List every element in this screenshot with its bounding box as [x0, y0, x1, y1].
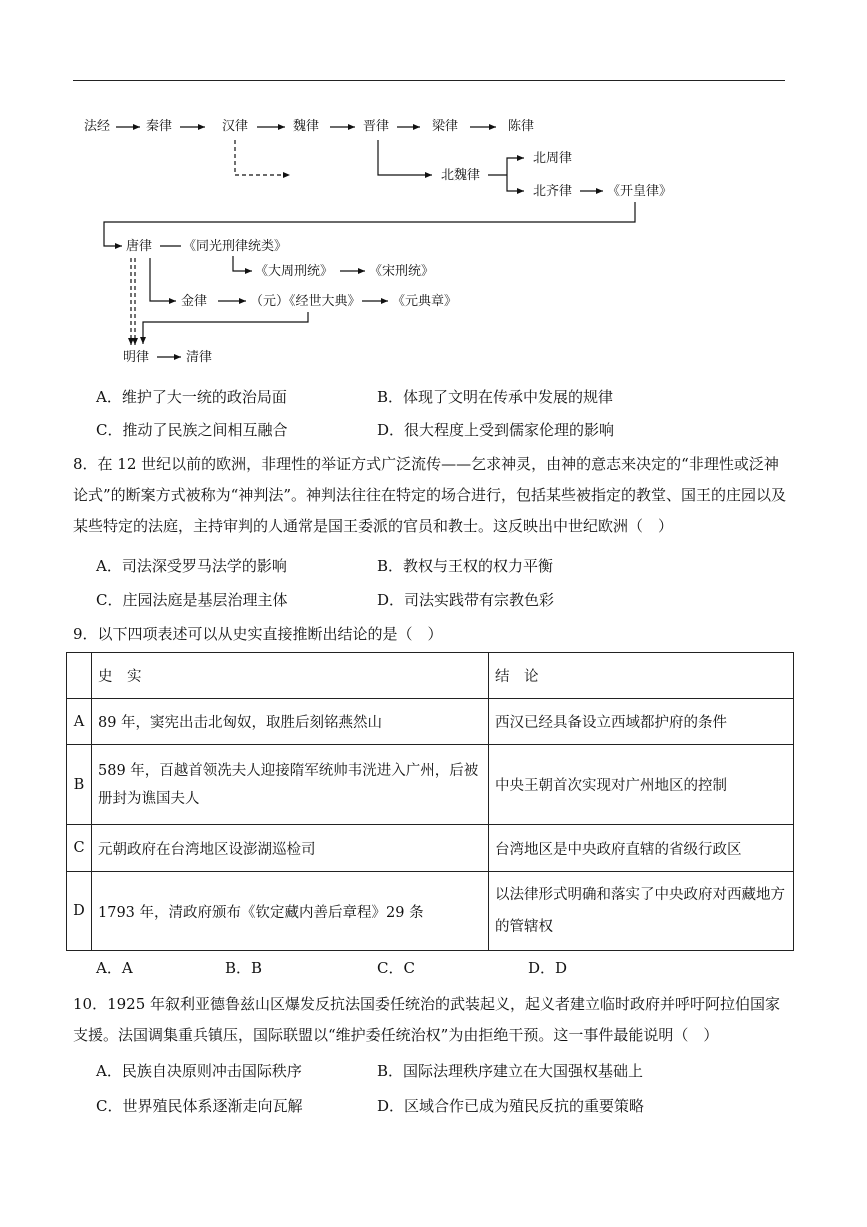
table-row: [67, 699, 794, 745]
row-fact: 元朝政府在台湾地区设澎湖巡检司: [92, 825, 489, 872]
q7-option-b[interactable]: B．体现了文明在传承中发展的规律: [377, 388, 614, 406]
arrow-jingshi-minglv: [143, 312, 308, 344]
node-minglv: 明律: [123, 350, 150, 365]
table-header-conclusion: 结 论: [489, 653, 794, 699]
q8-option-a[interactable]: A．司法深受罗马法学的影响: [96, 557, 287, 575]
arrow-beiwei-beizhou: [507, 158, 524, 175]
table-header-label: [67, 653, 92, 699]
row-label: A: [67, 699, 92, 745]
node-qinlv: 秦律: [146, 119, 173, 134]
q10-option-c[interactable]: C．世界殖民体系逐渐走向瓦解: [96, 1097, 303, 1115]
node-beizhoulv: 北周律: [533, 151, 573, 166]
arrow-jinlv-beiweilv: [378, 140, 432, 175]
q9-option-a[interactable]: A．A: [96, 959, 133, 977]
table-row: [67, 825, 794, 872]
node-beiweilv: 北魏律: [441, 168, 481, 183]
table-header-row: [67, 653, 794, 699]
arrow-beiwei-beiqi: [507, 175, 524, 191]
q8-option-c[interactable]: C．庄园法庭是基层治理主体: [96, 591, 288, 609]
q7-option-c[interactable]: C．推动了民族之间相互融合: [96, 421, 288, 439]
q9-stem: 9．以下四项表述可以从史实直接推断出结论的是（ ）: [73, 625, 443, 643]
row-conclusion: 西汉已经具备设立西域都护府的条件: [489, 699, 794, 745]
q10-stem: 10．1925 年叙利亚德鲁兹山区爆发反抗法国委任统治的武装起义，起义者建立临时政府并呼吁阿拉伯国家支援。法国调集重兵镇压，国际联盟以“维护委任统治权”为由拒绝干预。这一事件最能说明（ ）: [73, 995, 781, 1044]
table-row: [67, 872, 794, 951]
law-lineage-diagram: [0, 0, 867, 380]
q8-option-d[interactable]: D．司法实践带有宗教色彩: [377, 591, 555, 609]
node-jinlv2: 金律: [181, 294, 208, 309]
row-label: B: [67, 745, 92, 825]
q7-option-a[interactable]: A．维护了大一统的政治局面: [96, 388, 287, 406]
node-tongguang: 《同光刑律统类》: [183, 239, 288, 254]
arrow-tongguang-dazhou: [233, 256, 252, 271]
row-fact: 589 年，百越首领冼夫人迎接隋军统帅韦洸进入广州，后被册封为谯国夫人: [92, 745, 489, 825]
row-conclusion: 以法律形式明确和落实了中央政府对西藏地方的管辖权: [489, 872, 794, 951]
node-qinglv: 清律: [186, 350, 213, 365]
node-weilv: 魏律: [293, 119, 320, 134]
node-lianglv: 梁律: [432, 119, 459, 134]
q8-stem: 8．在 12 世纪以前的欧洲，非理性的举证方式广泛流传——乞求神灵，由神的意志来决定的“非理性或泛神论式”的断案方式被称为“神判法”。神判法往往在特定的场合进行，包括某些被指定的教堂、国王的庄园以及某些特定的法庭，主持审判的人通常是国王委派的官员和教士。这反映出中世纪欧洲（ ）: [73, 455, 787, 535]
q9-table: [66, 652, 794, 951]
node-beiqilv: 北齐律: [533, 184, 573, 199]
row-conclusion: 中央王朝首次实现对广州地区的控制: [489, 745, 794, 825]
q9-option-d[interactable]: D．D: [528, 959, 568, 977]
q9-option-b[interactable]: B．B: [225, 959, 263, 977]
q9-option-c[interactable]: C．C: [377, 959, 415, 977]
arrow-tanglv-jinlv: [150, 258, 176, 301]
node-tanglv: 唐律: [126, 239, 153, 254]
row-label: C: [67, 825, 92, 872]
node-jinlv: 晋律: [363, 119, 390, 134]
q10-option-a[interactable]: A．民族自决原则冲击国际秩序: [96, 1062, 302, 1080]
q10-option-b[interactable]: B．国际法理秩序建立在大国强权基础上: [377, 1062, 644, 1080]
row-label: D: [67, 872, 92, 951]
node-chenlv: 陈律: [508, 119, 535, 134]
node-kaihuanglv: 《开皇律》: [607, 184, 673, 199]
q7-option-d[interactable]: D．很大程度上受到儒家伦理的影响: [377, 421, 615, 439]
node-yuandian: 《元典章》: [392, 294, 458, 309]
row-conclusion: 台湾地区是中央政府直辖的省级行政区: [489, 825, 794, 872]
row-fact: 1793 年，清政府颁布《钦定藏内善后章程》29 条: [92, 872, 489, 951]
node-jingshi: （元）《经世大典》: [250, 294, 361, 309]
node-hanlv: 汉律: [222, 119, 249, 134]
row-fact: 89 年，窦宪出击北匈奴，取胜后刻铭燕然山: [92, 699, 489, 745]
node-dazhou: 《大周刑统》: [255, 264, 334, 279]
q10-option-d[interactable]: D．区域合作已成为殖民反抗的重要策略: [377, 1097, 645, 1115]
node-songxing: 《宋刑统》: [369, 264, 435, 279]
table-row: [67, 745, 794, 825]
q8-option-b[interactable]: B．教权与王权的权力平衡: [377, 557, 554, 575]
table-header-fact: 史 实: [92, 653, 489, 699]
node-fajing: 法经: [84, 119, 111, 134]
